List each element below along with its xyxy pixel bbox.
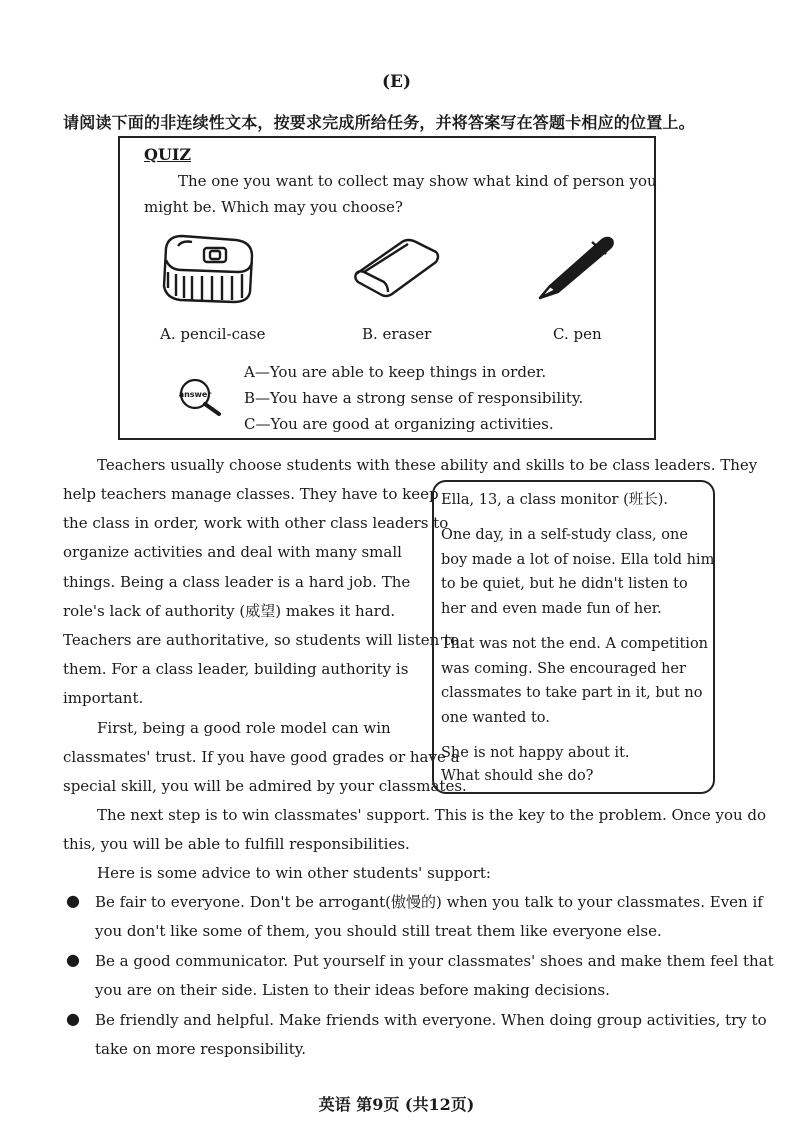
passage-p1-first-line: Teachers usually choose students with these ability and skills to be class leaders. They [97,456,758,474]
quiz-question-line-2: might be. Which may you choose? [144,198,403,216]
text-line: classmates to take part in it, but no [441,685,703,701]
text-line: you don't like some of them, you should still treat them like everyone else. [95,922,662,941]
answer-magnifier-icon [177,376,225,416]
text-line: special skill, you will be admired by your classmates. [63,777,467,796]
text-line: this, you will be able to fulfill responsibilities. [63,835,410,854]
item-label-pen: C. pen [553,325,602,343]
passage-p2 [63,714,467,802]
text-line: Teachers are authoritative, so students will listen to [63,631,460,650]
text-line: her and even made fun of her. [441,600,662,617]
text-line: important. [63,689,144,708]
text-line: That was not the end. A competition [441,636,709,652]
bullet-icon: ● [66,1009,80,1028]
quiz-question-line-1: The one you want to collect may show what kind of person you [178,172,657,190]
item-label-eraser: B. eraser [362,325,432,343]
story-title: Ella, 13, a class monitor (班长). [441,492,669,508]
bullet-item [95,947,774,1005]
bullet-item [95,888,763,946]
text-line: First, being a good role model can win [97,719,391,737]
text-line: One day, in a self-study class, one [441,527,688,543]
text-line: organize activities and deal with many small [63,543,402,562]
section-label: (E) [381,72,412,92]
page-footer: 英语 第9页 (共12页) [318,1095,475,1114]
bullet-item [95,1006,767,1064]
passage-p3 [63,801,767,859]
story-para-3 [441,742,630,788]
text-line: role's lack of authority (威望) makes it hard. [63,601,396,620]
text-line: was coming. She encouraged her [441,660,686,677]
text-line: you are on their side. Listen to their ideas before making decisions. [95,981,610,1000]
text-line: classmates' trust. If you have good grades or have a [63,748,460,767]
text-line: the class in order, work with other class leaders to [63,514,449,533]
answer-c: C—You are good at organizing activities. [244,415,554,433]
pencil-case-icon [158,230,258,306]
text-line: one wanted to. [441,709,550,726]
text-line: boy made a lot of noise. Ella told him [441,551,715,568]
answer-b: B—You have a strong sense of responsibility. [244,389,584,407]
text-line: What should she do? [441,768,594,784]
passage-p4: Here is some advice to win other students' support: [97,864,491,882]
story-para-2 [441,632,708,730]
passage-p1-body [63,480,460,714]
text-line: take on more responsibility. [95,1040,307,1059]
text-line: Be fair to everyone. Don't be arrogant(傲慢的) when you talk to your classmates. Even if [95,893,763,911]
text-line: things. Being a class leader is a hard job. The [63,572,411,591]
svg-text:answer: answer [178,390,212,399]
bullet-icon: ● [66,950,80,969]
bullet-icon: ● [66,891,80,910]
instruction: 请阅读下面的非连续性文本，按要求完成所给任务，并将答案写在答题卡相应的位置上。 [63,113,695,132]
text-line: The next step is to win classmates' support. This is the key to the problem. Once you do [97,806,767,824]
story-para-1 [441,523,714,621]
pen-icon [536,234,616,302]
text-line: them. For a class leader, building authority is [63,660,409,679]
text-line: Be friendly and helpful. Make friends with everyone. When doing group activities, try to [95,1011,767,1029]
text-line: She is not happy about it. [441,745,630,761]
answer-a: A—You are able to keep things in order. [244,363,547,381]
text-line: Be a good communicator. Put yourself in your classmates' shoes and make them feel that [95,952,774,970]
eraser-icon [350,236,442,302]
quiz-title: QUIZ [144,145,192,164]
text-line: to be quiet, but he didn't listen to [441,576,688,592]
item-label-pencil-case: A. pencil-case [160,325,266,343]
text-line: help teachers manage classes. They have to keep [63,485,439,503]
